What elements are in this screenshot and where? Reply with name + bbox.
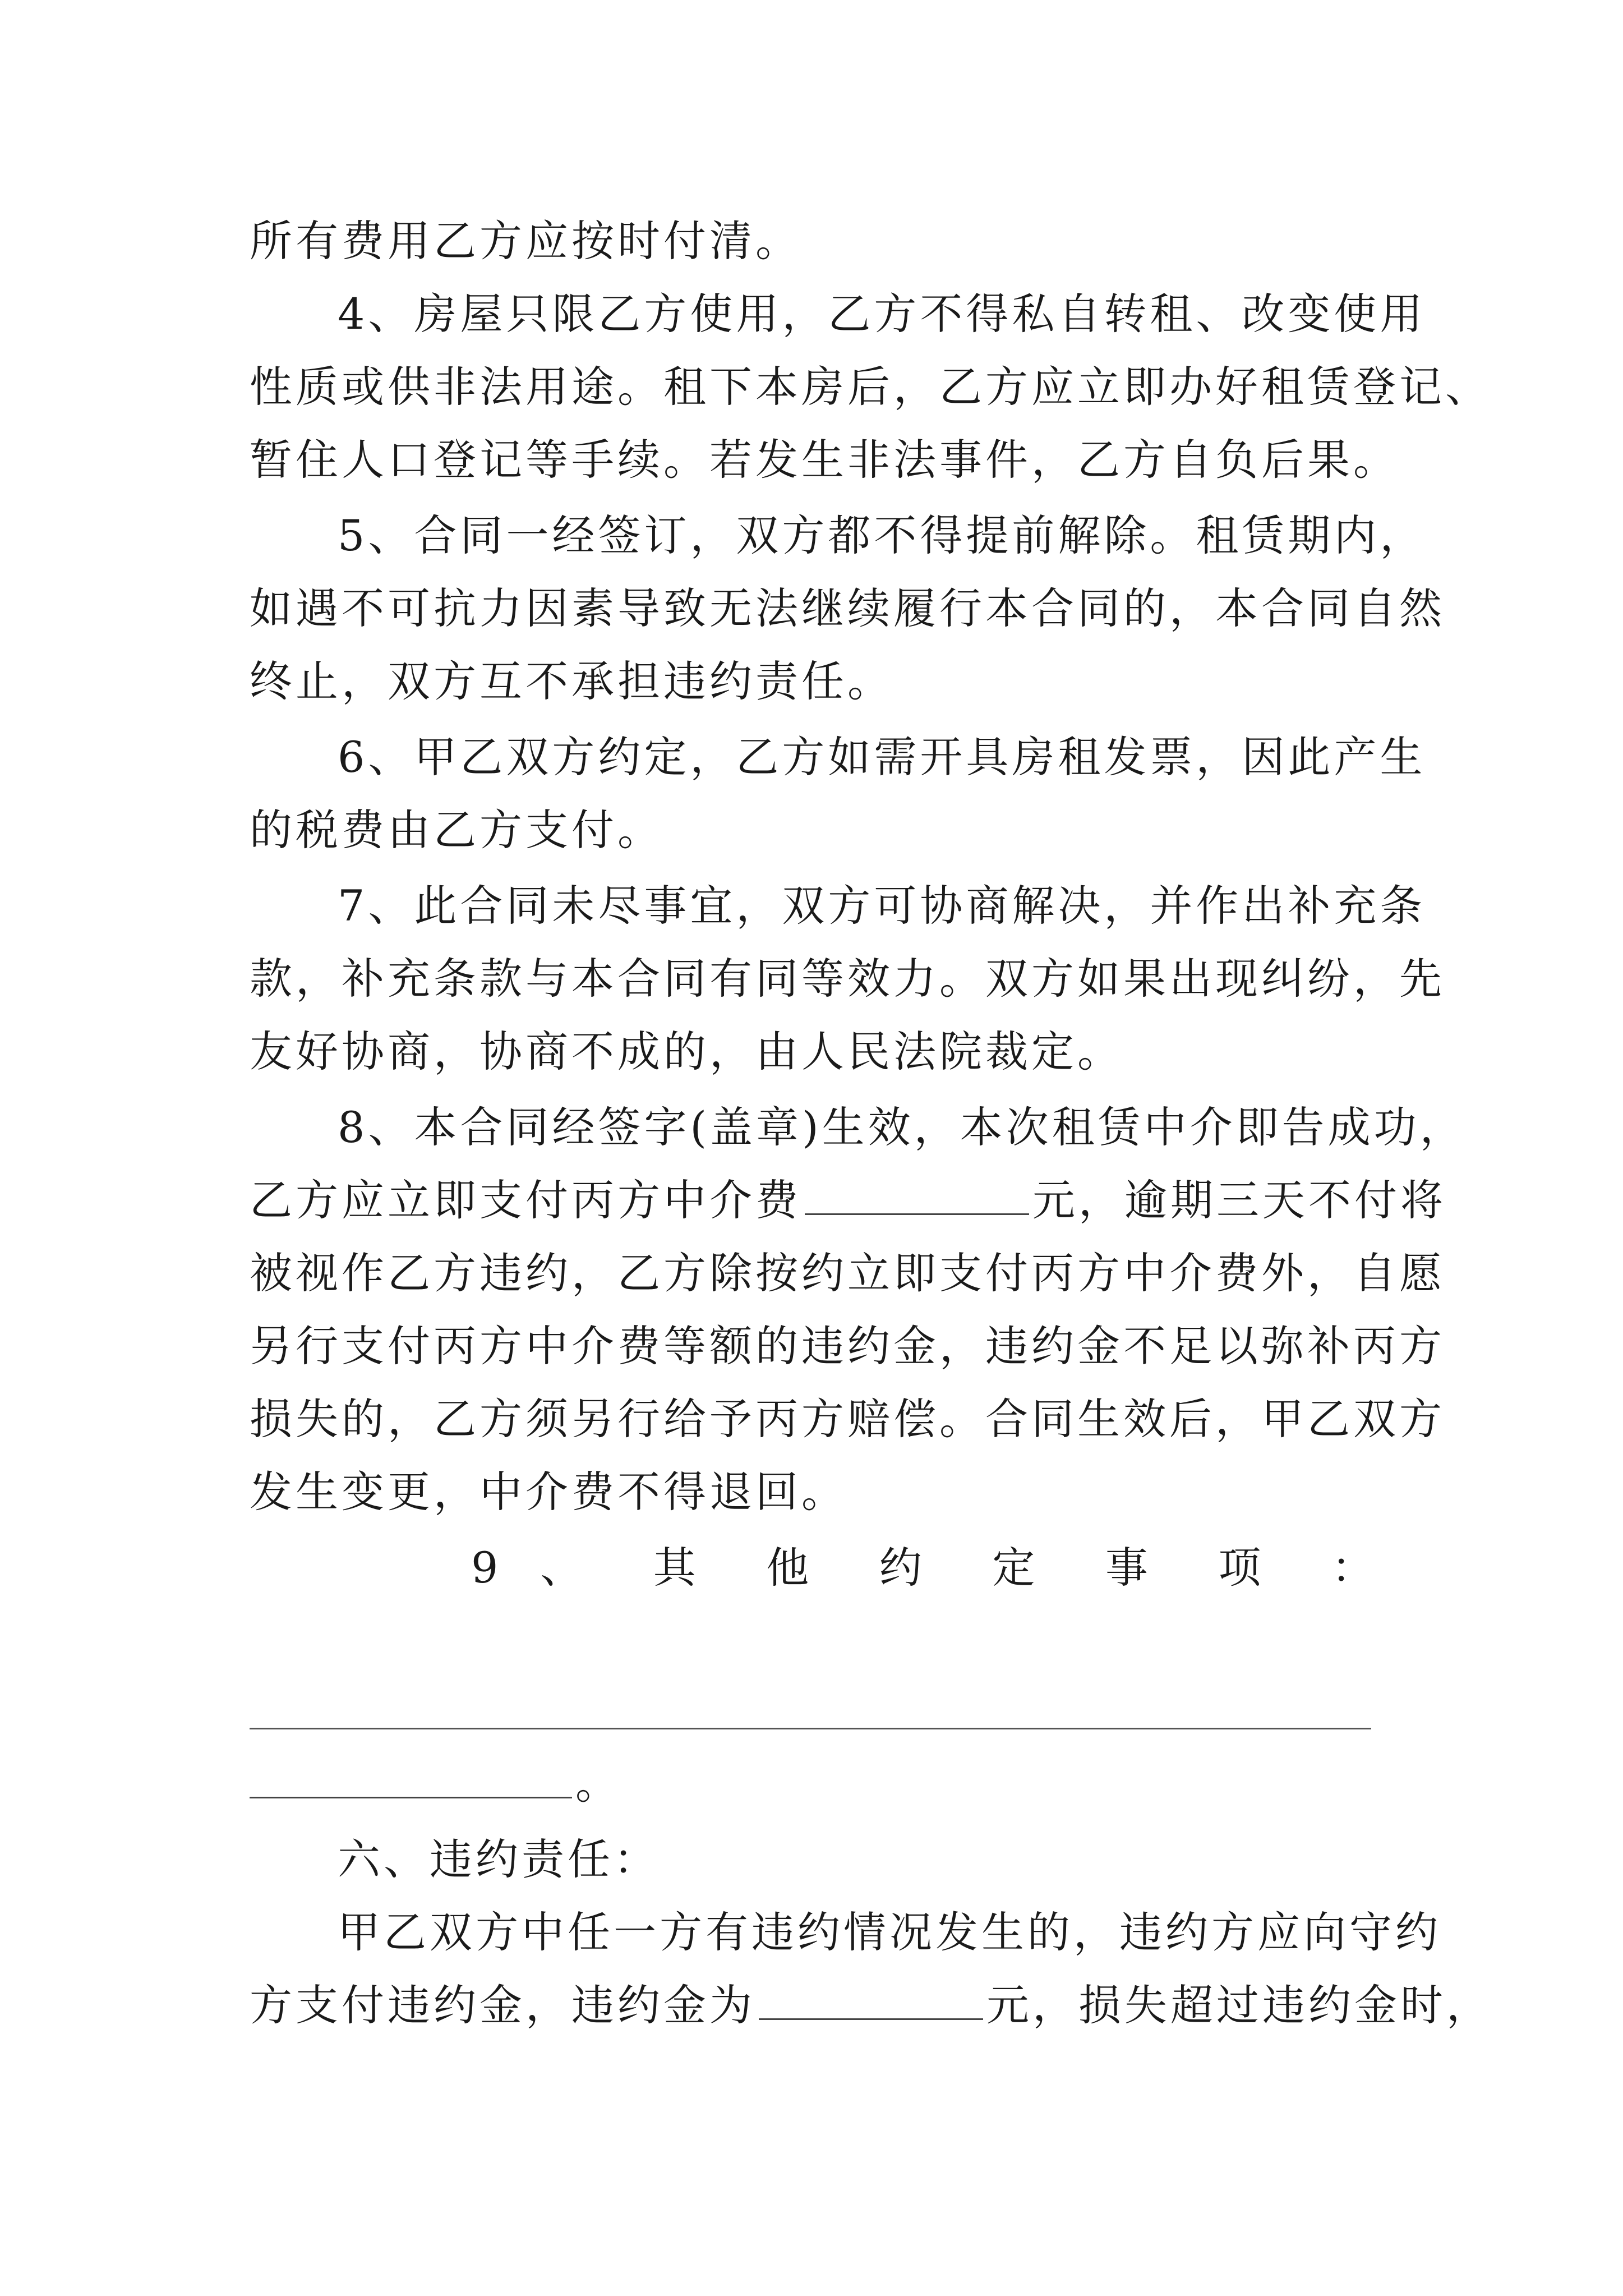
text-segment: 元，逾期三天不付将 bbox=[1032, 1175, 1446, 1225]
paragraph-line: 6、甲乙双方约定，乙方如需开具房租发票，因此产生 bbox=[338, 732, 1426, 782]
paragraph-line: 暂住人口登记等手续。若发生非法事件，乙方自负后果。 bbox=[250, 435, 1399, 485]
paragraph-line: 4、房屋只限乙方使用，乙方不得私自转租、改变使用 bbox=[338, 289, 1426, 339]
text-segment: 元，损失超过违约金时， bbox=[986, 1980, 1492, 2030]
text-segment: 乙方应立即支付丙方中介费 bbox=[250, 1175, 801, 1225]
paragraph-line: 被视作乙方违约，乙方除按约立即支付丙方中介费外，自愿 bbox=[250, 1248, 1445, 1298]
text-segment: 方支付违约金，违约金为 bbox=[250, 1980, 755, 2030]
paragraph-line: 性质或供非法用途。租下本房后，乙方应立即办好租赁登记、 bbox=[250, 362, 1491, 412]
paragraph-line: 8、本合同经签字(盖章)生效，本次租赁中介即告成功， bbox=[338, 1102, 1466, 1152]
paragraph-line: 发生变更，中介费不得退回。 bbox=[250, 1467, 847, 1517]
paragraph-line: 另行支付丙方中介费等额的违约金，违约金不足以弥补丙方 bbox=[250, 1321, 1445, 1371]
fill-in-blank bbox=[805, 1205, 1029, 1215]
paragraph-line: 友好协商，协商不成的，由人民法院裁定。 bbox=[250, 1027, 1123, 1076]
paragraph-line: 损失的，乙方须另行给予丙方赔偿。合同生效后，甲乙双方 bbox=[250, 1394, 1445, 1444]
clause-9-heading: 9 、 其 他 约 定 事 项 ： bbox=[471, 1543, 1374, 1593]
paragraph-line: 7、此合同未尽事宜，双方可协商解决，并作出补充条 bbox=[338, 881, 1426, 931]
paragraph-line-with-blank bbox=[250, 1756, 1388, 1812]
paragraph-line: 所有费用乙方应按时付清。 bbox=[250, 216, 801, 266]
paragraph-line-with-blank bbox=[250, 1977, 1492, 2033]
paragraph-line: 甲乙双方中任一方有违约情况发生的，违约方应向守约 bbox=[338, 1907, 1441, 1957]
fill-in-blank bbox=[759, 2010, 983, 2020]
paragraph-line: 5、合同一经签订，双方都不得提前解除。租赁期内， bbox=[338, 510, 1426, 560]
paragraph-line: 的税费由乙方支付。 bbox=[250, 805, 663, 855]
paragraph-line: 款，补充条款与本合同有同等效力。双方如果出现纠纷，先 bbox=[250, 954, 1445, 1004]
fill-in-blank bbox=[250, 1788, 572, 1798]
paragraph-line-with-blank bbox=[250, 1172, 1446, 1228]
fill-in-rule bbox=[250, 1728, 1371, 1729]
paragraph-line: 如遇不可抗力因素导致无法继续履行本合同的，本合同自然 bbox=[250, 583, 1445, 633]
section-heading: 六、违约责任： bbox=[338, 1834, 660, 1884]
paragraph-line: 终止，双方互不承担违约责任。 bbox=[250, 656, 893, 706]
text-segment: 。 bbox=[575, 1759, 621, 1809]
